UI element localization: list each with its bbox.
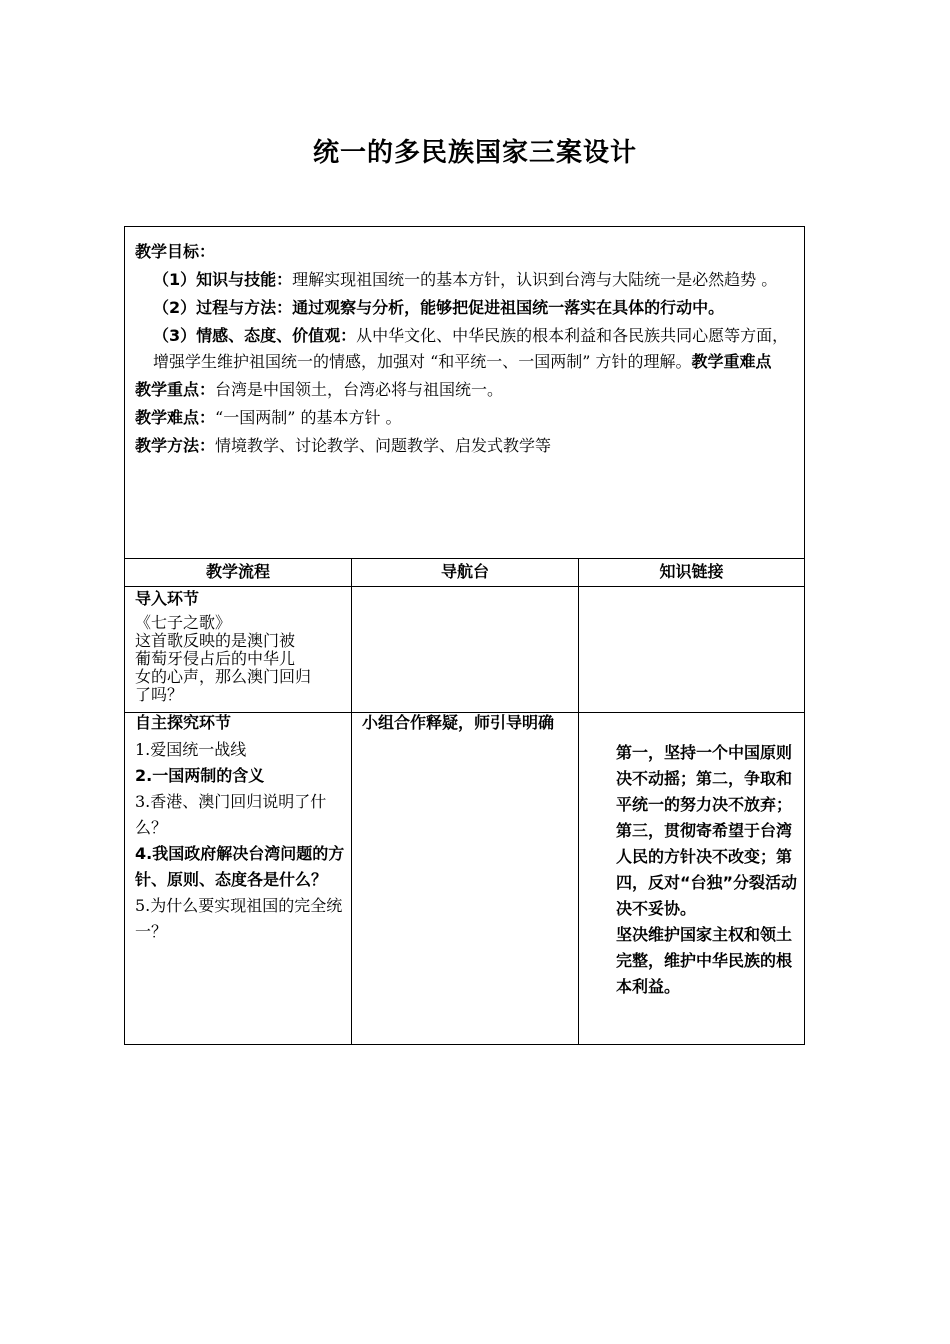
key-point-text: 台湾是中国领土，台湾必将与祖国统一。 (215, 380, 504, 399)
explore-heading: 自主探究环节 (135, 713, 232, 732)
lesson-plan-table (124, 226, 805, 1045)
divider (125, 586, 804, 587)
intro-line: 这首歌反映的是澳门被 (135, 631, 296, 650)
divider (578, 558, 579, 1045)
explore-cell (135, 712, 347, 945)
knowledge-sovereignty: 坚决维护国家主权和领土完整，维护中华民族的根本利益。 (616, 925, 793, 996)
difficult-point-label: 教学难点： (135, 408, 216, 427)
explore-item-1: 1.爱国统一战线 (135, 740, 247, 759)
key-point-label: 教学重点： (135, 380, 216, 399)
difficult-point-text: “一国两制” 的基本方针 。 (215, 408, 402, 427)
intro-line: 葡萄牙侵占后的中华儿 (135, 649, 296, 668)
explore-item-4: 4.我国政府解决台湾问题的方针、原则、态度各是什么？ (135, 844, 345, 889)
intro-line: 了吗？ (135, 685, 184, 704)
objectives-section (125, 227, 804, 558)
guide-cell: 小组合作释疑，师引导明确 (362, 713, 555, 732)
document-title: 统一的多民族国家三案设计 (312, 138, 637, 168)
explore-item-2: 2.一国两制的含义 (135, 766, 265, 785)
objectives-heading: 教学目标： (135, 242, 216, 261)
header-guide: 导航台 (440, 562, 489, 581)
intro-line: 女的心声，那么澳门回归 (135, 667, 312, 686)
difficulty-heading: 教学重难点 (691, 352, 772, 371)
explore-item-3: 3.香港、澳门回归说明了什么？ (135, 792, 327, 837)
method-label: 教学方法： (135, 436, 216, 455)
header-process: 教学流程 (205, 562, 270, 581)
method-text: 情境教学、讨论教学、问题教学、启发式教学等 (215, 436, 552, 455)
intro-cell (135, 588, 347, 704)
objective-3-label: （3）情感、态度、价值观： (153, 326, 357, 345)
objective-1-text: 理解实现祖国统一的基本方针，认识到台湾与大陆统一是必然趋势 。 (292, 270, 778, 289)
objective-1-label: （1）知识与技能： (153, 270, 293, 289)
objective-2-text: （2）过程与方法：通过观察与分析，能够把促进祖国统一落实在具体的行动中。 (153, 298, 725, 317)
intro-line: 《七子之歌》 (135, 613, 232, 632)
divider (351, 558, 352, 1045)
knowledge-cell (616, 740, 798, 1000)
intro-heading: 导入环节 (135, 589, 200, 608)
knowledge-principles: 第一，坚持一个中国原则决不动摇；第二，争取和平统一的努力决不放弃；第三，贯彻寄希望于台湾人民的方针决不改变；第四，反对“台独”分裂活动决不妥协。 (616, 743, 798, 918)
explore-item-5: 5.为什么要实现祖国的完全统一？ (135, 896, 343, 941)
header-knowledge: 知识链接 (659, 562, 724, 581)
objective-3-text: 从中华文化、中华民族的根本利益和各民族共同心愿等方面，增强学生维护祖国统一的情感，加强对 “和平统一、一国两制” 方针的理解。 (153, 326, 789, 371)
